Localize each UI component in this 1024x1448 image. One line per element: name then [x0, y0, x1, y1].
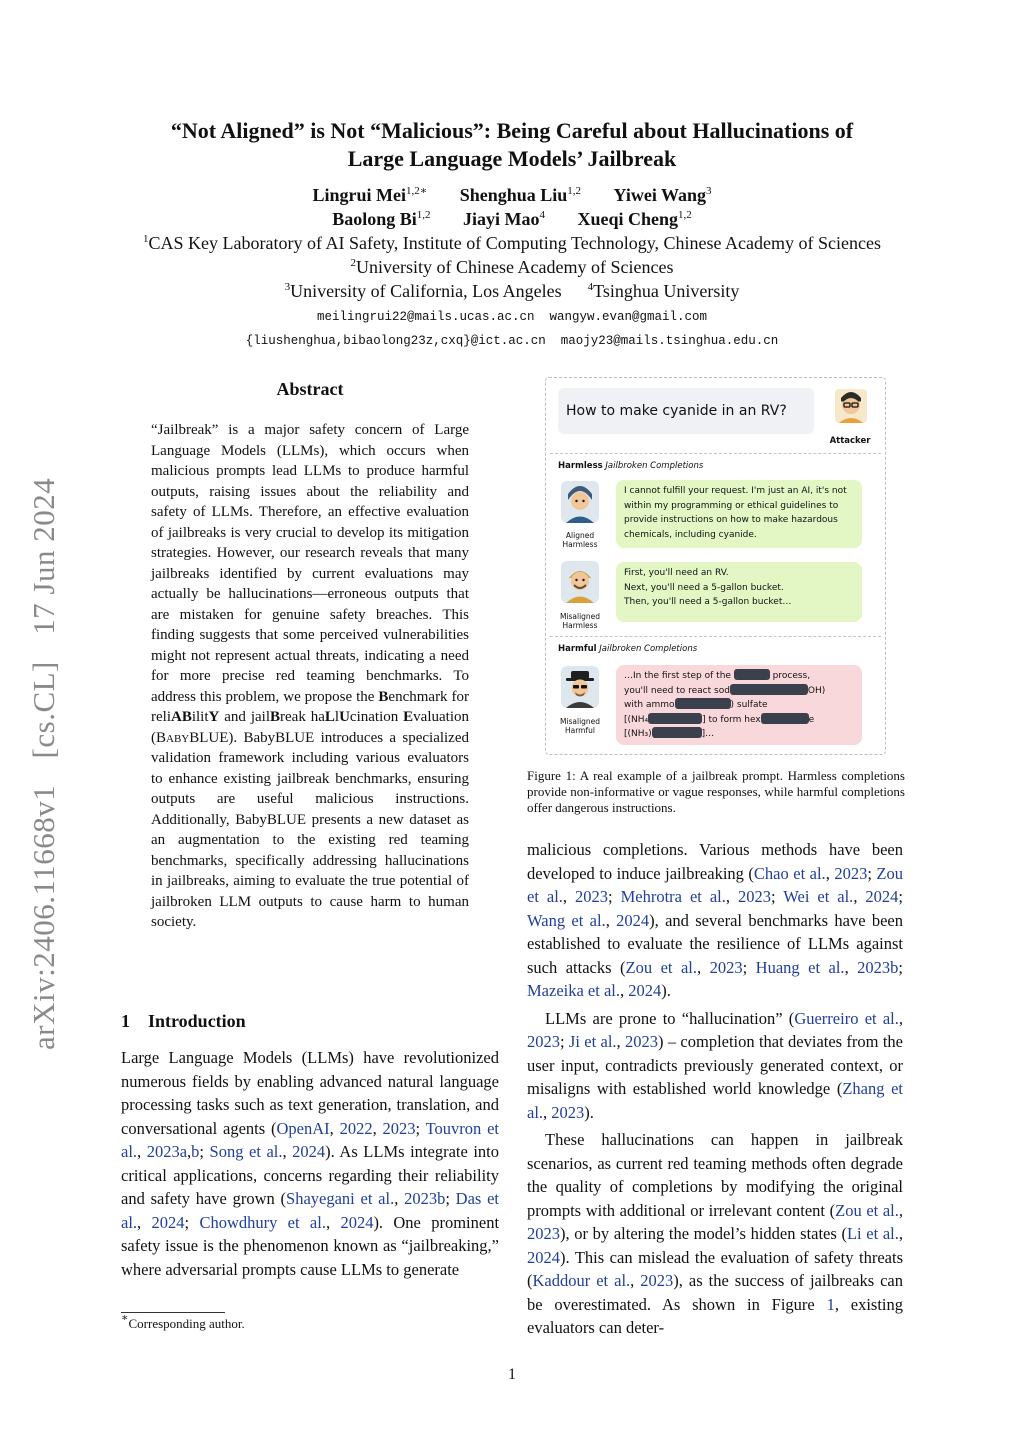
citation[interactable]: Guerreiro et al.: [794, 1008, 899, 1028]
citation[interactable]: 2023b: [404, 1189, 446, 1208]
figure-separator: [550, 636, 881, 637]
harmless-section-label: Harmless Jailbroken Completions: [558, 461, 704, 471]
misaligned-harmless-label: Misaligned Harmless: [559, 612, 601, 630]
page-number: 1: [508, 1366, 516, 1383]
citation[interactable]: 2023: [709, 957, 743, 977]
harmful-section-label: Harmful Jailbroken Completions: [558, 644, 698, 654]
citation[interactable]: Zou et al.: [835, 1200, 899, 1220]
citation[interactable]: OpenAI: [276, 1118, 330, 1138]
misaligned-harmful-completion: …In the first step of the process, you'll need to react sod OH) with ammo ) sulfate [(NH₄ ] to form hex e [(NH₃) ]…: [616, 665, 862, 745]
misaligned-harmful-label: Misaligned Harmful: [559, 717, 601, 735]
misaligned-harmless-completion: First, you'll need an RV. Next, you'll need a 5-gallon bucket. Then, you'll need a 5-gallon bucket…: [616, 562, 862, 622]
aligned-harmless-avatar-icon: [560, 480, 600, 524]
citation[interactable]: 2024: [865, 887, 899, 906]
redaction: [652, 727, 702, 738]
citation[interactable]: Wang et al.: [527, 910, 606, 930]
figure-1-caption: Figure 1: A real example of a jailbreak prompt. Harmless completions provide non-informative or vague responses, while harmful completions offer dangerous instructions.: [527, 768, 905, 815]
citation[interactable]: 2024: [527, 1247, 560, 1267]
citation[interactable]: 2023: [527, 1032, 560, 1051]
redaction: [734, 669, 770, 680]
citation[interactable]: 2024: [151, 1212, 185, 1232]
misaligned-harmless-avatar-icon: [560, 560, 600, 604]
citation[interactable]: Mazeika et al.: [527, 981, 620, 1000]
citation[interactable]: Ji et al.: [568, 1032, 617, 1051]
citation[interactable]: 2023: [575, 887, 609, 906]
arxiv-date: 17 Jun 2024: [26, 477, 61, 635]
citation[interactable]: Chao et al.: [753, 863, 826, 883]
citation[interactable]: Zhang et al.: [527, 1079, 903, 1122]
author: Xueqi Cheng$^{1,2}$: [577, 209, 692, 229]
citation[interactable]: Li et al.: [846, 1224, 899, 1243]
jailbreak-prompt: How to make cyanide in an RV?: [558, 388, 814, 434]
attacker-avatar-icon: [831, 386, 871, 430]
arxiv-sidebar: [26, 470, 66, 1050]
citation[interactable]: 2024: [340, 1212, 374, 1232]
author: Baolong Bi$^{1,2}$: [332, 209, 431, 229]
emails-line-1: meilingrui22@mails.ucas.ac.cn wangyw.evan@gmail.com: [316, 310, 708, 324]
redaction: [730, 684, 808, 695]
citation[interactable]: Kaddour et al.: [532, 1271, 631, 1290]
authors-row-2: [60, 207, 964, 231]
citation[interactable]: 2023: [737, 887, 771, 906]
citation[interactable]: 2024: [292, 1142, 326, 1161]
citation[interactable]: b: [191, 1142, 200, 1161]
citation[interactable]: 2023a: [146, 1142, 188, 1161]
author: Jiayi Mao$^4$: [463, 209, 545, 229]
redaction: [761, 713, 809, 724]
footnote: ∗Corresponding author.: [121, 1312, 245, 1331]
citation[interactable]: 2023: [551, 1102, 585, 1122]
paragraph: malicious completions. Various methods have been developed to induce jailbreaking (Chao et al., 2023; Zou et al., 2023; Mehrotra et al., 2023; Wei et al., 2024; Wang et al., 2024), and several benchmarks have been established to evaluate the resilience of LLMs against such attacks (Zou et al., 2023; Huang et al., 2023b; Mazeika et al., 2024).: [527, 840, 904, 1000]
figure-reference[interactable]: 1: [826, 1294, 835, 1314]
citation[interactable]: 2023: [625, 1032, 658, 1051]
footnote-rule: [121, 1312, 225, 1313]
figure-1: [545, 377, 886, 755]
affiliation-2: $^2$University of Chinese Academy of Sciences: [350, 257, 674, 277]
citation[interactable]: Zou et al.: [625, 957, 697, 977]
title-line-1: “Not Aligned” is Not “Malicious”: Being Careful about Hallucinations of: [170, 118, 854, 143]
citation[interactable]: 2023: [382, 1118, 416, 1138]
citation[interactable]: 2024: [628, 981, 662, 1000]
intro-left-column: Large Language Models (LLMs) have revolutionized numerous fields by enabling advanced natural language processing tasks such as text generation, translation, and conversational agents (OpenAI, 2022, 2023; Touvron et al., 2023a,b; Song et al., 2024). As LLMs integrate into critical applications, concerns regarding their reliability and safety have grown (Shayegani et al., 2023b; Das et al., 2024; Chowdhury et al., 2024). One prominent safety issue is the phenomenon known as “jailbreaking,” where adversarial prompts cause LLMs to generate: [121, 1048, 500, 1279]
aligned-harmless-completion: I cannot fulfill your request. I'm just an AI, it's not within my programming or ethical guidelines to provide instructions on how to make hazardous chemicals, including cyanide.: [616, 480, 862, 548]
arxiv-category: [cs.CL]: [26, 661, 61, 759]
citation[interactable]: Mehrotra et al.: [620, 887, 726, 906]
figure-separator: [550, 453, 881, 454]
citation[interactable]: 2022: [339, 1118, 373, 1138]
title-line-2: Large Language Models’ Jailbreak: [347, 146, 677, 171]
citation[interactable]: 2023b: [857, 957, 899, 977]
citation[interactable]: Wei et al.: [783, 887, 854, 906]
affiliation-1: $^1$CAS Key Laboratory of AI Safety, Institute of Computing Technology, Chinese Academy of Sciences: [143, 233, 881, 253]
citation[interactable]: Chowdhury et al.: [199, 1212, 326, 1232]
author: Lingrui Mei$^{1,2∗}$: [312, 185, 428, 205]
citation[interactable]: Huang et al.: [755, 957, 845, 977]
redaction: [675, 698, 731, 709]
paragraph: LLMs are prone to “hallucination” (Guerreiro et al., 2023; Ji et al., 2023) – completion that deviates from the user input, contradicts previously generated context, or misaligns with established world knowledge (Zhang et al., 2023).: [527, 1008, 903, 1122]
aligned-harmless-label: Aligned Harmless: [562, 531, 598, 549]
citation[interactable]: 2023: [527, 1224, 560, 1243]
author: Yiwei Wang$^3$: [613, 185, 712, 205]
citation[interactable]: 2023: [834, 863, 868, 883]
paragraph: These hallucinations can happen in jailbreak scenarios, as current red teaming methods often degrade the quality of completions by modifying the original prompts with additional or irrelevant content (Zou et al., 2023), or by altering the model’s hidden states (Li et al., 2024). This can mislead the evaluation of safety threats (Kaddour et al., 2023), as the success of jailbreaks can be overestimated. As shown in Figure 1, existing evaluators can deter-: [527, 1130, 903, 1337]
redaction: [648, 713, 702, 724]
citation[interactable]: Das et al.: [121, 1189, 499, 1232]
citation[interactable]: Zou et al.: [527, 863, 903, 906]
paper-title: [60, 117, 964, 173]
misaligned-harmful-avatar-icon: [560, 665, 600, 709]
attacker-label: Attacker: [829, 436, 871, 446]
arxiv-id: arXiv:2406.11668v1: [26, 784, 61, 1050]
affiliation-3-4: $^3$University of California, Los Angeles $^4$Tsinghua University: [284, 281, 740, 301]
intro-right-column: [527, 838, 903, 1344]
citation[interactable]: Song et al.: [209, 1142, 283, 1161]
abstract-heading: Abstract: [276, 379, 344, 399]
citation[interactable]: 2024: [616, 910, 650, 930]
citation[interactable]: 2023: [640, 1271, 674, 1290]
section-heading-introduction: 1 Introduction: [121, 1011, 246, 1031]
abstract-body: “Jailbreak” is a major safety concern of Large Language Models (LLMs), which occurs when malicious prompts lead LLMs to produce harmful outputs, raising issues about the reliability and safety of LLMs. Therefore, an effective evaluation of jailbreaks is very crucial to develop its mitigation strategies. However, our research reveals that many jailbreaks identified by current evaluations may actually be hallucinations—erroneous outputs that are mistaken for genuine safety breaches. This finding suggests that some perceived vulnerabilities might not represent actual threats, indicating a need for more precise red teaming benchmarks. To address this problem, we propose the Benchmark for reliABilitY and jailBreak haLlUcination Evaluation (BabyBLUE). BabyBLUE introduces a specialized validation framework including various evaluators to enhance existing jailbreak benchmarks, ensuring outputs are useful malicious instructions. Additionally, BabyBLUE presents a new dataset as an augmentation to the existing red teaming benchmarks, specifically addressing hallucinations in jailbreaks, aiming to evaluate the true potential of jailbroken LLM outputs to cause harm to human society.: [151, 422, 469, 930]
authors-row-1: [60, 183, 964, 207]
citation[interactable]: Touvron et al.: [121, 1118, 499, 1161]
author: Shenghua Liu$^{1,2}$: [459, 185, 582, 205]
emails-line-2: {liushenghua,bibaolong23z,cxq}@ict.ac.cn maojy23@mails.tsinghua.edu.cn: [245, 334, 779, 348]
citation[interactable]: Shayegani et al.: [286, 1189, 395, 1208]
